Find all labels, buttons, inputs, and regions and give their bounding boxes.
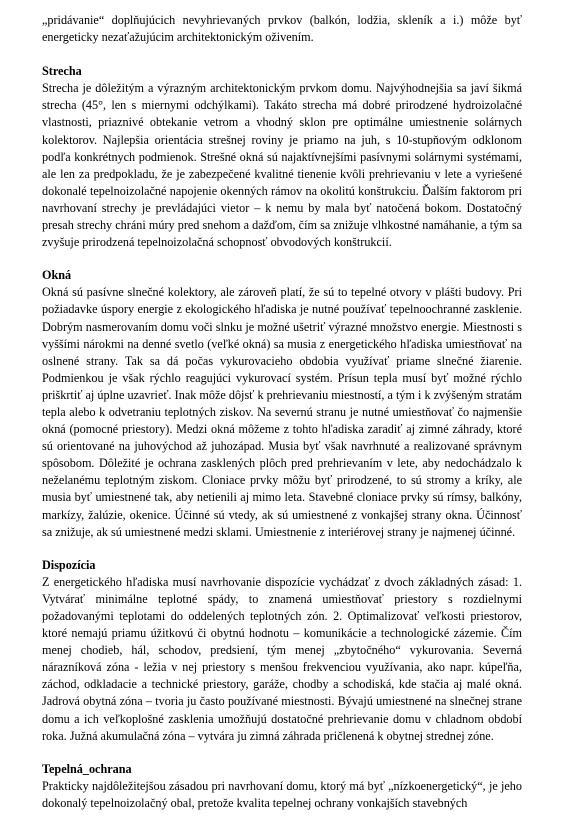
section-heading: Strecha xyxy=(42,64,82,79)
section-paragraph: Z energetického hľadiska musí navrhovanie dispozície vychádzať z dvoch základných zásad: 1. Vytvárať minimálne teplotné spády, to znamená umiestňovať priestory s rozdielnymi požadovanými teplotami do oddelených teplotných zón. 2. Optimalizovať veľkosti priestorov, ktoré nemajú priamu úžitkovú či obytnú hodnotu – komunikácie a technologické zázemie. Čím menej chodieb, hál, schodov, predsiení, tým menej „zbytočného“ vykurovania. Severná nárazníková zóna - ležia v nej priestory s menšou frekvenciou využívania, ako napr. kúpeľňa, záchod, odkladacie a technické priestory, garáže, chodby a schodiská, kde stačia aj malé okná. Jadrová obytná zóna – tvoria ju často používané miestnosti. Bývajú umiestnené na slnečnej strane domu a ich veľkoplošné zasklenia umožňujú dostatočné prehrievanie domu v chladnom období roka. Južná akumulačná zóna – vytvára ju zimná záhrada pričlenená k obytnej strednej zóne. xyxy=(42,574,522,743)
section-tepelna-ochrana xyxy=(42,761,522,812)
intro-paragraph: „pridávanie“ doplňujúcich nevyhrievaných prvkov (balkón, lodžia, skleník a i.) môže byť energeticky nezaťažujúcim architektonickým oživením. xyxy=(42,13,522,45)
section-heading: Dispozícia xyxy=(42,557,96,572)
section-heading: Tepelná_ochrana xyxy=(42,761,132,776)
section-strecha xyxy=(42,63,522,251)
document-content xyxy=(42,12,522,828)
section-paragraph: Okná sú pasívne slnečné kolektory, ale zároveň platí, že sú to tepelné otvory v plášti budovy. Pri požiadavke úspory energie z ekologického hľadiska je nutné používať tepelnoochranné zasklenie. Dobrým nasmerovaním domu voči slnku je možné ušetriť výrazné množstvo energie. Miestnosti s vyššími nárokmi na denné svetlo (veľké okná) sa musia z energetického hľadiska umiestňovať na oslnené strany. Tak sa dá počas vykurovacieho obdobia využívať priame slnečné žiarenie. Podmienkou je však rýchlo reagujúci vykurovací systém. Prísun tepla musí byť možné rýchlo priškrtiť aj úplne uzavrieť. Inak môže dôjsť k prehrievaniu miestností, a tým i k zvýšeným stratám tepla alebo k odvetraniu teplotných ziskov. Na severnú stranu je nutné umiestňovať čo najmenšie okná (pomocné priestory). Medzi okná môžeme z tohto hľadiska zaradiť aj zimné záhrady, ktoré sú orientované na juhovýchod až juhozápad. Musia byť však navrhnuté a realizované správnym spôsobom. Dôležité je ochrana zasklených plôch pred prehrievaním v lete, aby nedochádzalo k neželanému teplotným ziskom. Cloniace prvky môžu byť prirodzené, to sú stromy a kríky, ale musia byť umiestnené tak, aby netienili aj mimo leta. Stavebné cloniace prvky sú rímsy, balkóny, markízy, žalúzie, okenice. Účinné sú vtedy, ak sú umiestnené z vonkajšej strany okna. Účinnosť sa znižuje, ak sú umiestnené medzi sklami. Umiestnenie z interiérovej strany je najmenej účinné. xyxy=(42,285,522,539)
section-paragraph: Strecha je dôležitým a výrazným architektonickým prvkom domu. Najvýhodnejšia sa javí šikmá strecha (45°, len s miernymi odchýlkami). Takáto strecha má dobré prirodzené hydroizolačné vlastnosti, priaznivé obtekanie vetrom a vhodný sklon pre optimálne umiestnenie solárnych kolektorov. Najlepšia orientácia strešnej roviny je priamo na juh, s 10-stupňovým odklonom podľa konkrétnych podmienok. Strešné okná sú najaktívnejšími pasívnymi solárnymi systémami, ale len za predpokladu, že je zabezpečené kvalitné tienenie kvôli prehrievaniu v lete a vyriešené dokonalé tepelnoizolačné napojenie okenných rámov na okolitú konštrukciu. Ďalším faktorom pri navrhovaní strechy je prevládajúci vietor – k nemu by mala byť natočená bokom. Dostatočný presah strechy chráni múry pred snehom a dažďom, čím sa znižuje vlhkostné namáhanie, a tým sa zvyšuje prirodzená tepelnoizolačná schopnosť obvodových konštrukcií. xyxy=(42,81,522,250)
section-heading: Okná xyxy=(42,268,72,283)
section-okna xyxy=(42,267,522,541)
section-paragraph: Prakticky najdôležitejšou zásadou pri navrhovaní domu, ktorý má byť „nízkoenergetický“, je jeho dokonalý tepelnoizolačný obal, pretože kvalita tepelnej ochrany vonkajších stavebných xyxy=(42,778,522,810)
section-dispozicia xyxy=(42,557,522,745)
